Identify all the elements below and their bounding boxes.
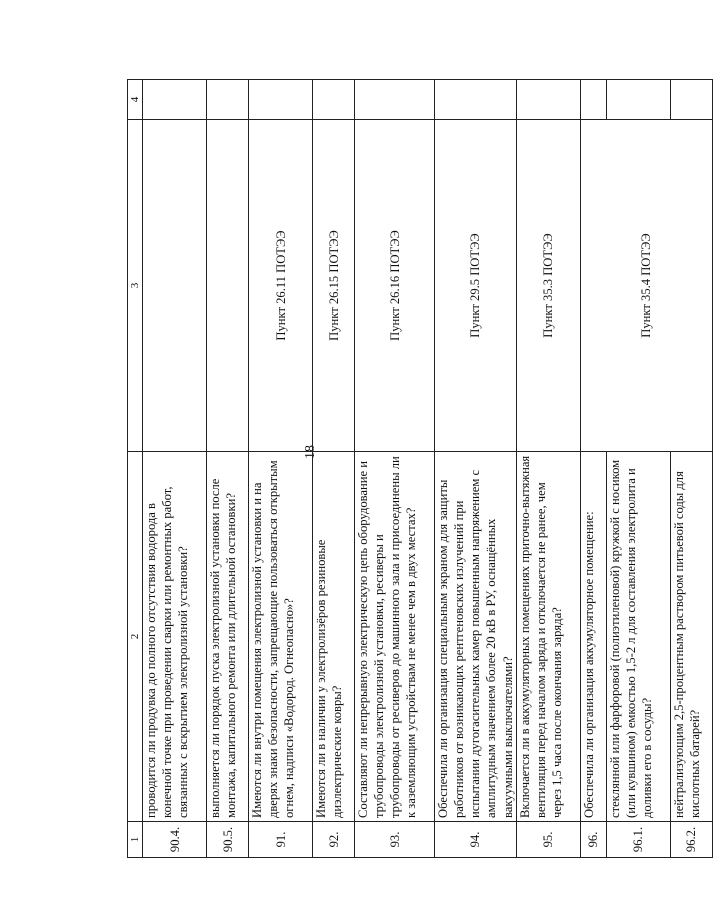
row-question: Включается ли в аккумуляторных помещениях приточно-вытяжная вентиляция перед началом заряда и отключается не ранее, чем через 1,5 часа после окончания заряда? bbox=[516, 452, 580, 822]
table-row bbox=[143, 80, 207, 858]
table-header-row bbox=[128, 80, 143, 858]
row-reference: Пункт 29.5 ПОТЭЭ bbox=[435, 120, 517, 452]
table-row bbox=[580, 80, 606, 858]
table-row bbox=[516, 80, 580, 858]
row-reference: Пункт 35.4 ПОТЭЭ bbox=[580, 120, 712, 452]
column-header: 2 bbox=[128, 452, 143, 822]
row-question: Составляют ли непрерывную электрическую цепь оборудование и трубопроводы электролизной установки, ресиверы и трубопроводы от ресиверов до машинного зала и присоединены ли к заземляющим устройствам не менее чем в двух местах? bbox=[355, 452, 435, 822]
checklist-table bbox=[127, 79, 713, 858]
row-number: 94. bbox=[435, 822, 517, 858]
row-number: 90.4. bbox=[143, 822, 207, 858]
row-reference bbox=[207, 120, 249, 452]
row-number: 93. bbox=[355, 822, 435, 858]
row-number: 96.1. bbox=[606, 822, 670, 858]
row-answer-cell bbox=[355, 80, 435, 120]
row-question: Обеспечила ли организация специальным экраном для защиты работников от возникающих рентгеновских излучений при испытании дугогасительных камер повышенным напряжением с амплитудным значением более 20 кВ в РУ, оснащённых вакуумными выключателями? bbox=[435, 452, 517, 822]
rotated-page-content bbox=[127, 80, 702, 858]
row-question: стеклянной или фарфоровой (полиэтиленовой) кружкой с носиком (или кувшином) емкостью 1,5-2 л для составления электролита и доливки его в сосуды? bbox=[606, 452, 670, 822]
table-row bbox=[249, 80, 313, 858]
table-row bbox=[355, 80, 435, 858]
row-answer-cell bbox=[143, 80, 207, 120]
row-answer-cell bbox=[580, 80, 606, 120]
row-reference: Пункт 26.16 ПОТЭЭ bbox=[355, 120, 435, 452]
row-reference: Пункт 26.11 ПОТЭЭ bbox=[249, 120, 313, 452]
row-answer-cell bbox=[670, 80, 712, 120]
row-number: 91. bbox=[249, 822, 313, 858]
row-answer-cell bbox=[207, 80, 249, 120]
row-answer-cell bbox=[249, 80, 313, 120]
table-row bbox=[313, 80, 355, 858]
row-reference bbox=[143, 120, 207, 452]
row-number: 92. bbox=[313, 822, 355, 858]
row-reference: Пункт 35.3 ПОТЭЭ bbox=[516, 120, 580, 452]
row-number: 95. bbox=[516, 822, 580, 858]
row-question: Имеются ли в наличии у электролизёров резиновые диэлектрические ковры? bbox=[313, 452, 355, 822]
row-number: 90.5. bbox=[207, 822, 249, 858]
row-question: Имеются ли внутри помещения электролизной установки и на дверях знаки безопасности, запрещающие пользоваться открытым огнем, надписи «Водород. Огнеопасно»? bbox=[249, 452, 313, 822]
column-header: 3 bbox=[128, 120, 143, 452]
table-row bbox=[207, 80, 249, 858]
row-question: нейтрализующим 2,5-процентным раствором питьевой соды для кислотных батарей? bbox=[670, 452, 712, 822]
row-reference: Пункт 26.15 ПОТЭЭ bbox=[313, 120, 355, 452]
row-answer-cell bbox=[516, 80, 580, 120]
row-question: проводится ли продувка до полного отсутствия водорода в конечной точке при проведении сварки или ремонтных работ, связанных с вскрытием электролизной установки? bbox=[143, 452, 207, 822]
table-row bbox=[435, 80, 517, 858]
row-number: 96. bbox=[580, 822, 606, 858]
row-question: Обеспечила ли организация аккумуляторное помещение: bbox=[580, 452, 606, 822]
row-answer-cell bbox=[313, 80, 355, 120]
row-answer-cell bbox=[435, 80, 517, 120]
page-number: 18 bbox=[303, 445, 318, 459]
row-answer-cell bbox=[606, 80, 670, 120]
row-number: 96.2. bbox=[670, 822, 712, 858]
column-header: 4 bbox=[128, 80, 143, 120]
row-question: выполняется ли порядок пуска электролизной установки после монтажа, капитального ремонта или длительной остановки? bbox=[207, 452, 249, 822]
column-header: 1 bbox=[128, 822, 143, 858]
